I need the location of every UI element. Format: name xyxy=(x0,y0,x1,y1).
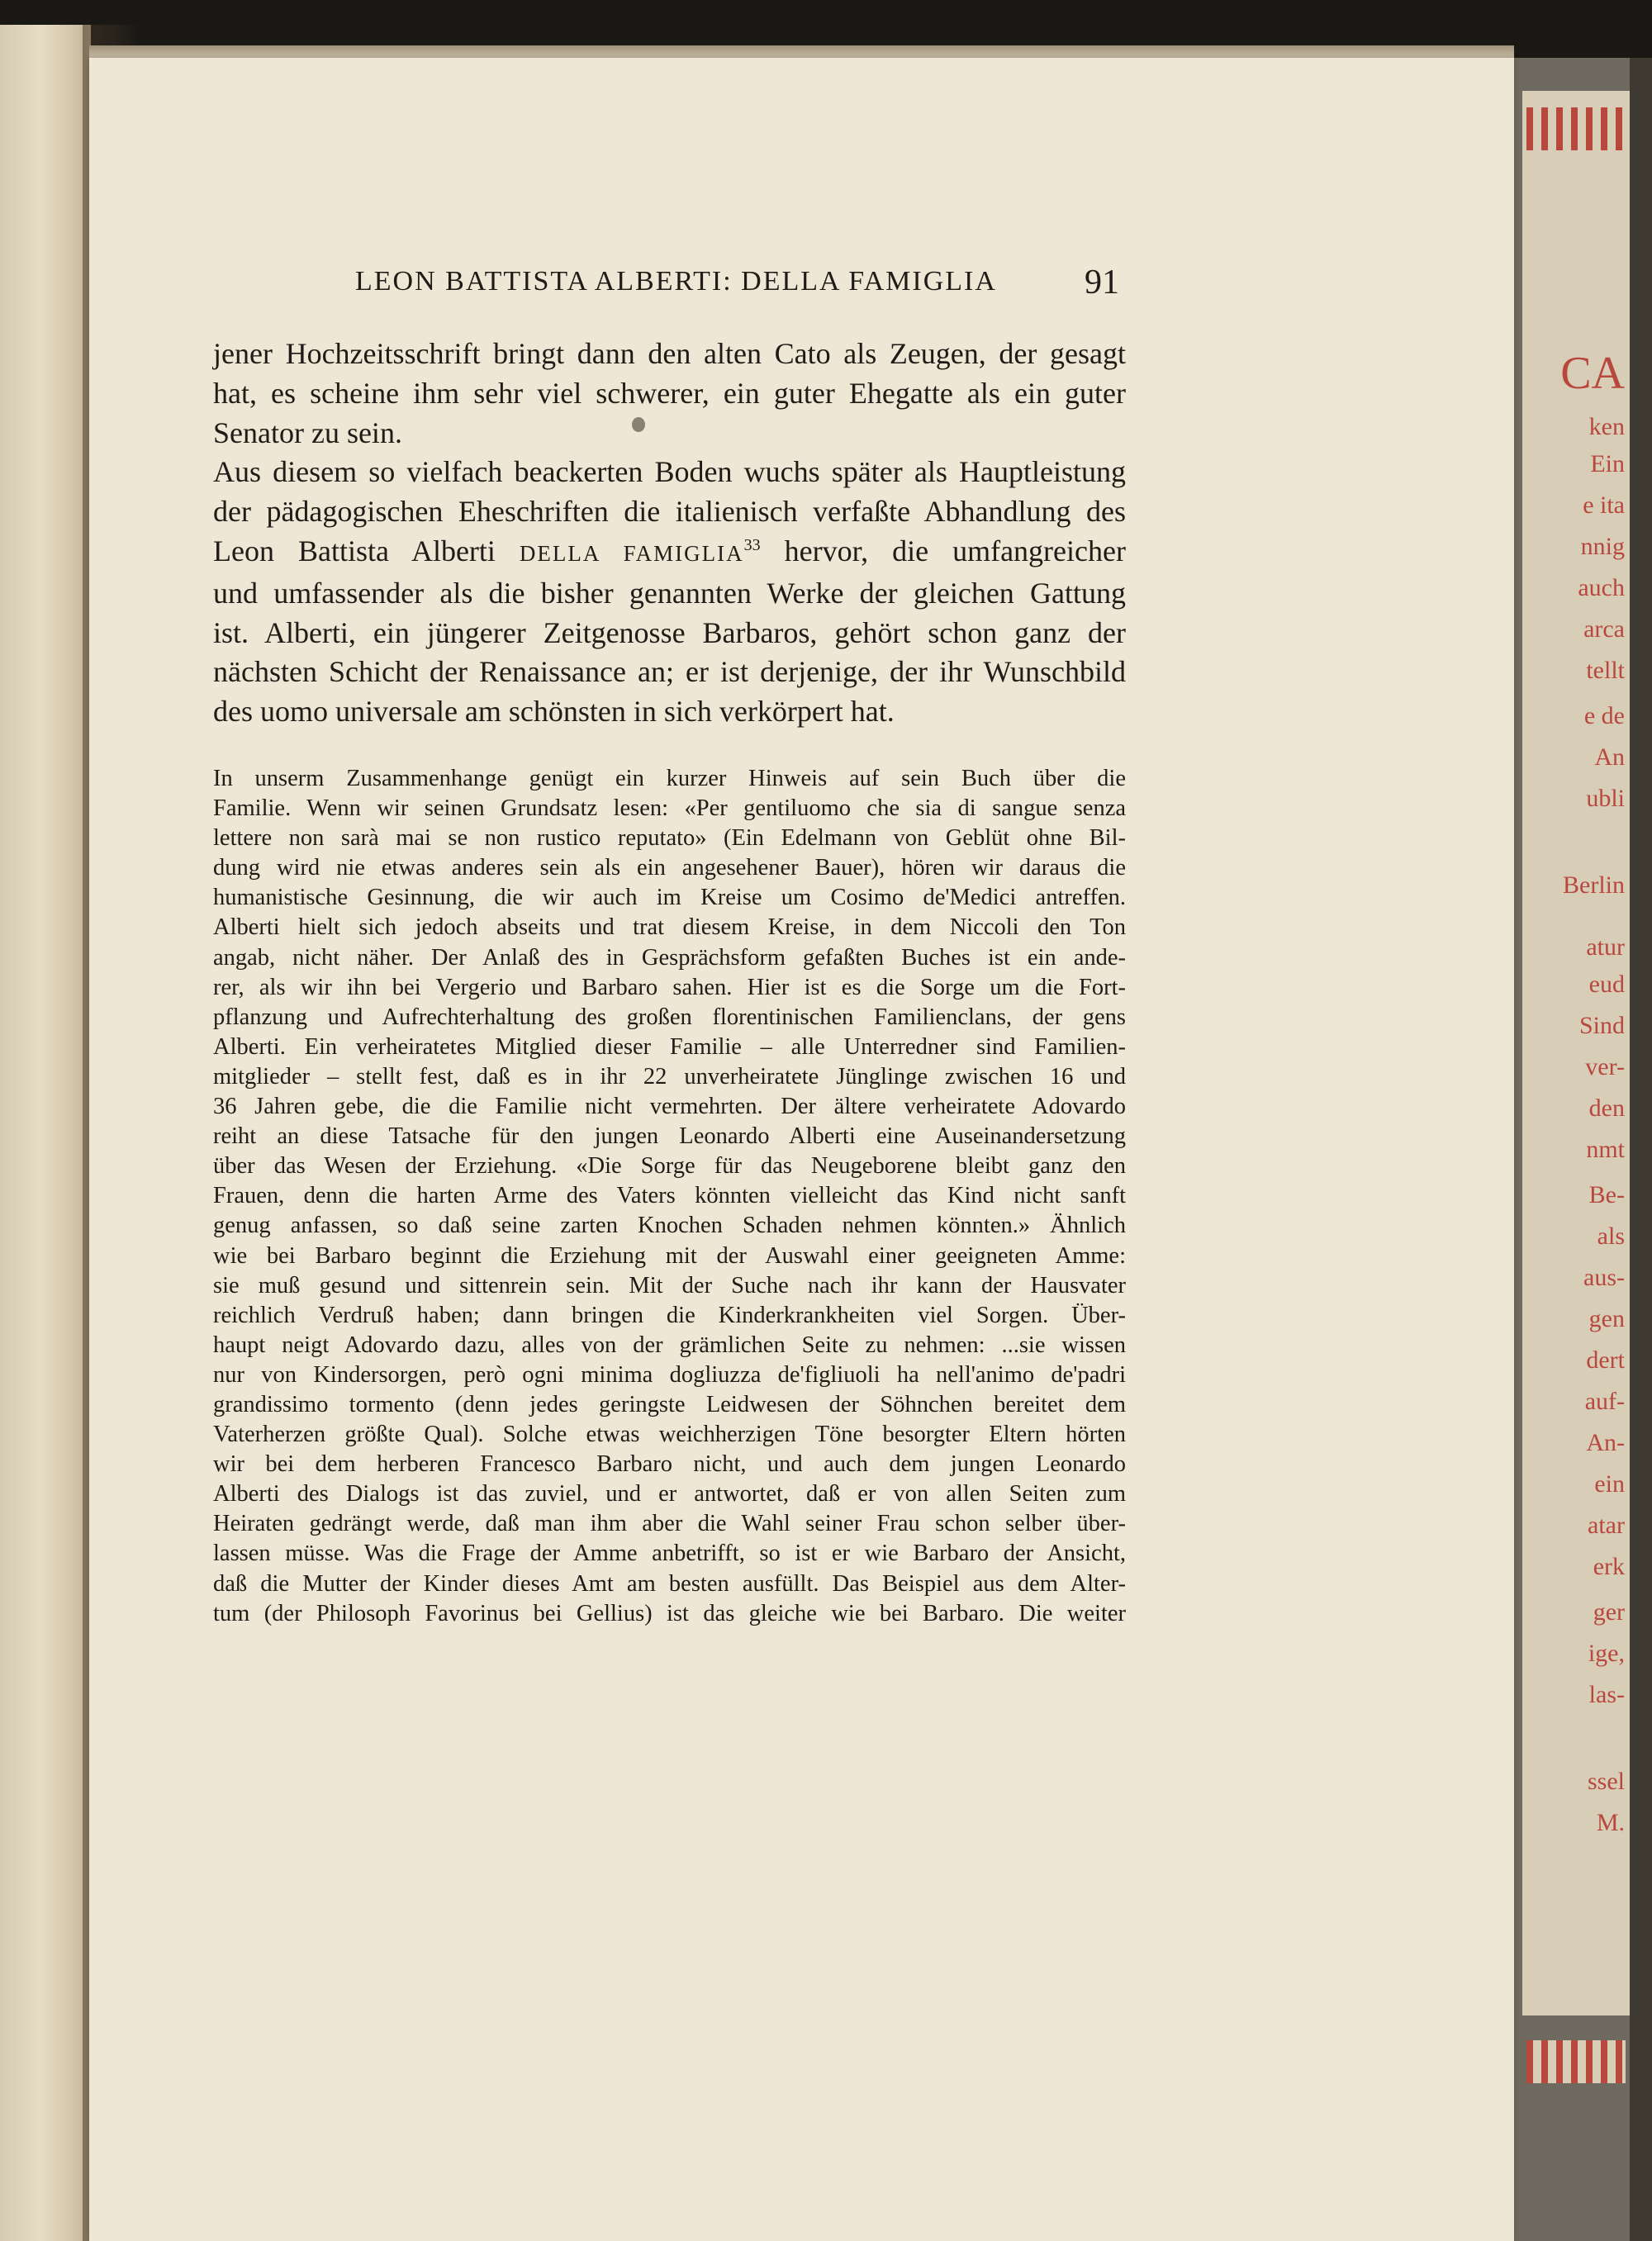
text-line: ist. Alberti, ein jüngerer Zeitgenosse Barbaros, gehört schon ganz der xyxy=(213,615,1126,649)
jacket-text-fragment: Be- xyxy=(1588,1181,1625,1208)
running-header: LEON BATTISTA ALBERTI: DELLA FAMIGLIA xyxy=(355,266,997,297)
small-text-line: wie bei Barbaro beginnt die Erziehung mit der Auswahl einer geeigneten Amme: xyxy=(213,1242,1126,1269)
jacket-text-fragment: Sind xyxy=(1578,1012,1625,1039)
small-text-line: Alberti. Ein verheiratetes Mitglied dieser Familie – alle Unterredner sind Familien- xyxy=(213,1033,1126,1060)
jacket-text-fragment: arca xyxy=(1583,615,1625,643)
jacket-text-fragment: ubli xyxy=(1586,785,1625,812)
small-text-line: reichlich Verdruß haben; dann bringen die Kinderkrankheiten viel Sorgen. Über- xyxy=(213,1302,1126,1328)
small-print-text xyxy=(213,764,1126,1629)
jacket-text-fragment: ein xyxy=(1594,1470,1625,1498)
jacket-text-fragment: Berlin xyxy=(1563,871,1625,899)
small-text-line: Alberti des Dialogs ist das zuviel, und er antwortet, daß er von allen Seiten zum xyxy=(213,1481,1126,1507)
jacket-title-fragment: CA xyxy=(1560,348,1625,399)
greek-key-ornament-bottom xyxy=(1526,2040,1626,2083)
footnote-ref: 33 xyxy=(743,535,761,554)
jacket-text-fragment: las- xyxy=(1588,1681,1625,1708)
small-text-line: dung wird nie etwas anderes sein als ein angesehener Bauer), hören wir daraus die xyxy=(213,855,1126,881)
small-text-line: haupt neigt Adovardo dazu, alles von der grämlichen Seite zu nehmen: ...sie wissen xyxy=(213,1332,1126,1358)
jacket-text-fragment: atur xyxy=(1586,933,1625,961)
jacket-text-fragment: aus- xyxy=(1583,1264,1625,1291)
text-line: nächsten Schicht der Renaissance an; er ist derjenige, der ihr Wunschbild xyxy=(213,655,1126,689)
small-text-line: wir bei dem herberen Francesco Barbaro nicht, und auch dem jungen Leonardo xyxy=(213,1451,1126,1478)
small-text-line: genug anfassen, so daß seine zarten Knochen Schaden nehmen könnten.» Ähnlich xyxy=(213,1213,1126,1239)
jacket-text-fragment: eud xyxy=(1588,971,1625,998)
greek-key-ornament-top xyxy=(1526,107,1626,150)
jacket-text-fragment: tellt xyxy=(1586,657,1625,684)
text-line: hat, es scheine ihm sehr viel schwerer, ein guter Ehegatte als ein guter xyxy=(213,376,1126,410)
jacket-text-fragment: ige, xyxy=(1588,1640,1625,1667)
text-line: des uomo universale am schönsten in sich verkörpert hat. xyxy=(213,695,895,729)
jacket-text-fragment: e ita xyxy=(1583,491,1625,519)
small-text-line: daß die Mutter der Kinder dieses Amt am besten ausfüllt. Das Beispiel aus dem Alter- xyxy=(213,1570,1126,1597)
jacket-text-fragment: An- xyxy=(1586,1429,1625,1456)
jacket-text-fragment: ger xyxy=(1593,1598,1625,1626)
small-text-line: mitglieder – stellt fest, daß es in ihr 22 unverheiratete Jünglinge zwischen 16 und xyxy=(213,1063,1126,1090)
left-facing-page xyxy=(0,25,91,2241)
small-text-line: sie muß gesund und sittenrein sein. Mit der Suche nach ihr kann der Hausvater xyxy=(213,1272,1126,1299)
main-text xyxy=(213,335,1126,732)
small-text-line: über das Wesen der Erziehung. «Die Sorge für das Neugeborene bleibt ganz den xyxy=(213,1153,1126,1180)
jacket-text-fragment: nmt xyxy=(1586,1136,1625,1163)
jacket-text-fragment: atar xyxy=(1588,1512,1625,1539)
small-text-line: Alberti hielt sich jedoch abseits und trat diesem Kreise, in dem Niccoli den Ton xyxy=(213,914,1126,941)
jacket-text-fragment: als xyxy=(1597,1223,1625,1250)
jacket-text-fragment: An xyxy=(1594,743,1625,771)
small-text-line: In unserm Zusammenhange genügt ein kurzer Hinweis auf sein Buch über die xyxy=(213,766,1126,791)
paragraph-2 xyxy=(213,453,1126,732)
text-fragment: hervor, die umfangreicher xyxy=(760,534,1126,567)
text-line: Senator zu sein. xyxy=(213,415,402,449)
dust-jacket-flap xyxy=(1522,91,1630,2015)
jacket-text-fragment: auf- xyxy=(1584,1388,1625,1415)
small-text-line: grandissimo tormento (denn jedes geringste Leidwesen der Söhnchen bereitet dem xyxy=(213,1391,1126,1417)
small-text-line: humanistische Gesinnung, die wir auch im Kreise um Cosimo de'Medici antreffen. xyxy=(213,885,1126,911)
small-text-line: reiht an diese Tatsache für den jungen Leonardo Alberti eine Auseinandersetzung xyxy=(213,1123,1126,1150)
text-line: jener Hochzeitsschrift bringt dann den alten Cato als Zeugen, der gesagt xyxy=(213,337,1126,370)
jacket-text-fragment: Ein xyxy=(1590,450,1625,477)
small-text-line: nur von Kindersorgen, però ogni minima dogliuzza de'figliuoli ha nell'animo de'padri xyxy=(213,1361,1126,1388)
cover-edge xyxy=(1630,58,1652,2241)
jacket-text-fragment: erk xyxy=(1593,1553,1625,1580)
small-text-line: 36 Jahren gebe, die die Familie nicht vermehrten. Der ältere verheiratete Adovardo xyxy=(213,1094,1126,1120)
jacket-text-fragment: ssel xyxy=(1588,1768,1625,1795)
book-title-smallcaps: DELLA FAMIGLIA xyxy=(519,540,744,566)
small-text-line: Frauen, denn die harten Arme des Vaters könnten vielleicht das Kind nicht sanft xyxy=(213,1183,1126,1209)
small-text-line: Vaterherzen größte Qual). Solche etwas weichherzigen Töne besorgter Eltern hörten xyxy=(213,1422,1126,1448)
jacket-text-fragment: nnig xyxy=(1580,533,1625,560)
small-text-line: Heiraten gedrängt werde, daß man ihm aber die Wahl seiner Frau schon selber über- xyxy=(213,1511,1126,1537)
text-line: Aus diesem so vielfach beackerten Boden wuchs später als Hauptleistung xyxy=(213,455,1126,489)
small-text-line: tum (der Philosoph Favorinus bei Gellius) ist das gleiche wie bei Barbaro. Die weiter xyxy=(213,1600,1126,1626)
small-text-line: rer, als wir ihn bei Vergerio und Barbaro sahen. Hier ist es die Sorge um die Fort- xyxy=(213,974,1126,1000)
small-text-line: pflanzung und Aufrechterhaltung des großen florentinischen Familienclans, der gens xyxy=(213,1004,1126,1030)
small-text-line: lettere non sarà mai se non rustico reputato» (Ein Edelmann von Geblüt ohne Bil- xyxy=(213,825,1126,852)
jacket-text-fragment: auch xyxy=(1578,574,1625,601)
text-line: der pädagogischen Eheschriften die italienisch verfaßte Abhandlung des xyxy=(213,495,1126,529)
text-line xyxy=(213,532,1126,574)
jacket-text-fragment: gen xyxy=(1588,1305,1625,1332)
jacket-text-fragment: ken xyxy=(1588,413,1625,440)
small-text-line: angab, nicht näher. Der Anlaß des in Gesprächsform gefaßten Buches ist ein ande- xyxy=(213,944,1126,971)
page-number: 91 xyxy=(1085,264,1119,301)
text-fragment: Leon Battista Alberti xyxy=(213,534,520,567)
text-line: und umfassender als die bisher genannten Werke der gleichen Gattung xyxy=(213,576,1126,610)
paragraph-1 xyxy=(213,335,1126,453)
small-text-line: Familie. Wenn wir seinen Grundsatz lesen: «Per gentiluomo che sia di sangue senza xyxy=(213,795,1126,822)
jacket-text-fragment: dert xyxy=(1586,1346,1625,1374)
jacket-text-fragment: e de xyxy=(1583,702,1625,729)
jacket-text-fragment: den xyxy=(1588,1094,1625,1122)
small-text-line: lassen müsse. Was die Frage der Amme anbetrifft, so ist er wie Barbaro der Ansicht, xyxy=(213,1541,1126,1567)
jacket-text-fragment: ver- xyxy=(1585,1053,1625,1080)
jacket-text-fragment: M. xyxy=(1596,1809,1625,1836)
